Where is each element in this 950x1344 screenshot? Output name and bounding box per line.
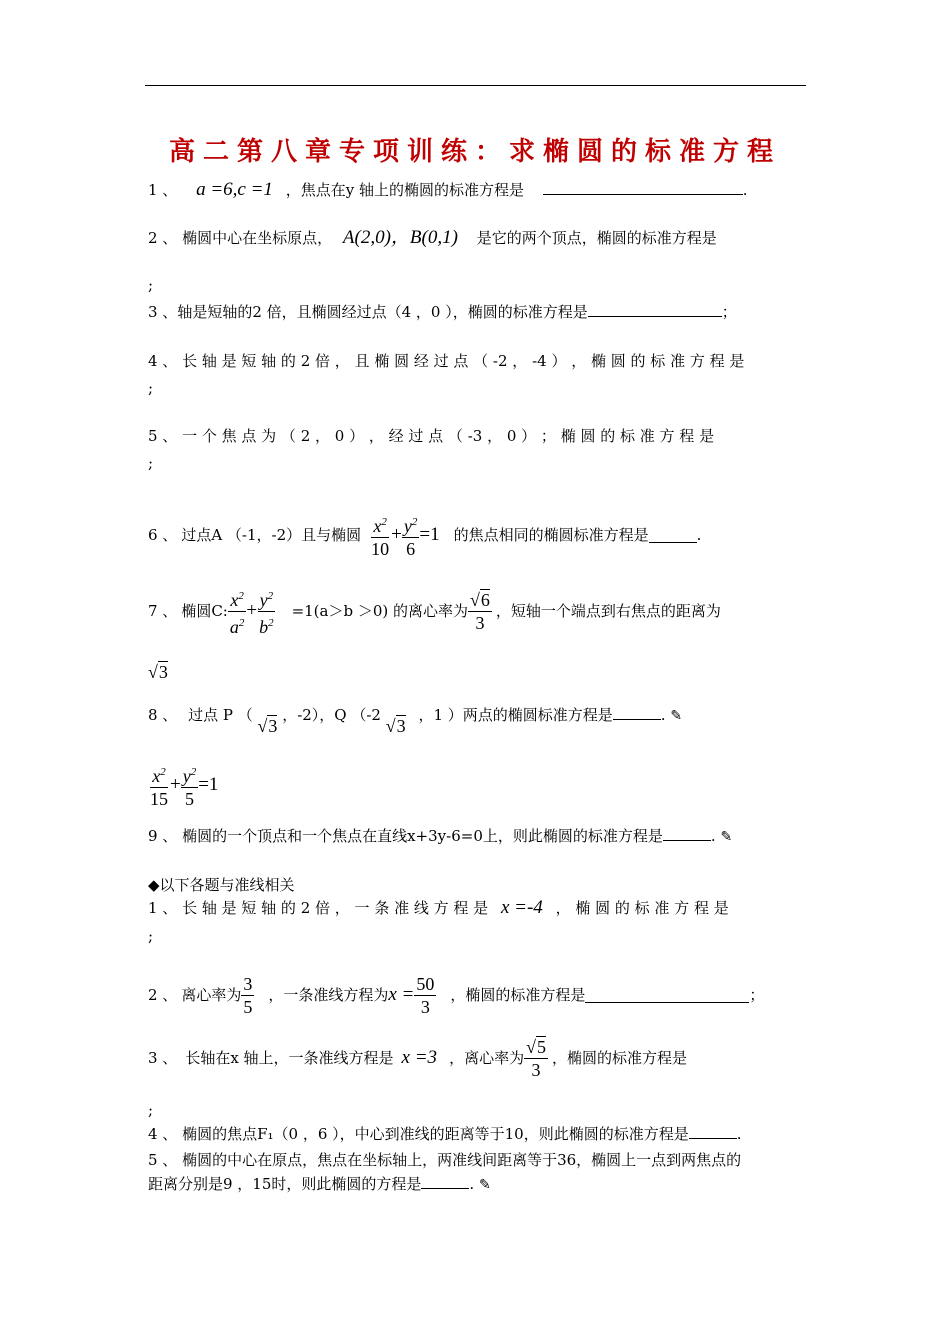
question-5-tail: ;	[148, 454, 154, 472]
question-1: 1 、 a =6,c =1 ，焦点在y 轴上的椭圆的标准方程是 .	[148, 179, 748, 200]
answer-blank[interactable]	[649, 528, 697, 543]
fraction: $\frac{y^2}{5}$	[181, 761, 199, 810]
directrix-question-5-line2: 距离分别是9 ，15时，则此椭圆的方程是 . ✎	[148, 1175, 491, 1193]
fraction: $\frac{√6}{3}$	[470, 589, 490, 633]
fraction: $\frac{x^2}{10}$	[369, 511, 391, 560]
question-2: 2 、 椭圆中心在坐标原点， A(2,0)，B(0,1) 是它的两个顶点，椭圆的标准方程是	[148, 227, 717, 248]
fraction: $\frac{y^2}{6}$	[402, 511, 420, 560]
directrix-question-1-tail: ;	[148, 927, 154, 945]
question-5: 5 、 一 个 焦 点 为 （ 2 ， 0 ） ， 经 过 点 （ -3 ， 0 ） ； 椭 圆 的 标 准 方 程 是	[148, 427, 715, 445]
header-rule	[145, 85, 806, 86]
answer-blank[interactable]	[585, 988, 749, 1003]
question-8: 8 、 过点 P （ √3 ，-2），Q （-2 √3 ，1 ）两点的椭圆标准方程是 . ✎	[148, 706, 683, 736]
directrix-question-3: 3 、 长轴在x 轴上，一条准线方程是 x =3 ，离心率为 $\frac{√5}{3}$ ，椭圆的标准方程是	[148, 1036, 687, 1080]
pen-icon: ✎	[478, 1177, 491, 1193]
answer-blank[interactable]	[421, 1174, 469, 1189]
fraction: $\frac{y^2}{b^2}$	[257, 585, 276, 638]
fraction: $\frac{x^2}{a^2}$	[228, 585, 247, 638]
question-8-answer: $\frac{x^2}{15}$ + $\frac{y^2}{5}$ =1	[148, 760, 808, 810]
directrix-question-2: 2 、 离心率为 $\frac{3}{5}$ ，一条准线方程为 x = $\frac{50}{3}$ ，椭圆的标准方程是 ；	[148, 973, 765, 1017]
fraction: $\frac{3}{5}$	[243, 973, 253, 1017]
directrix-question-3-tail: ;	[148, 1101, 154, 1119]
question-4: 4 、 长 轴 是 短 轴 的 2 倍 ， 且 椭 圆 经 过 点 （ -2 ， -4 ） ， 椭 圆 的 标 准 方 程 是	[148, 352, 745, 370]
question-9: 9 、 椭圆的一个顶点和一个焦点在直线x+3y-6=0上，则此椭圆的标准方程是 . ✎	[148, 827, 733, 845]
directrix-question-1: 1 、 长 轴 是 短 轴 的 2 倍 ， 一 条 准 线 方 程 是 x =-4 ， 椭 圆 的 标 准 方 程 是	[148, 897, 729, 918]
answer-blank[interactable]	[588, 302, 722, 317]
question-3: 3 、轴是短轴的2 倍，且椭圆经过点（4 ，0 ），椭圆的标准方程是 ；	[148, 303, 737, 321]
answer-blank[interactable]	[543, 180, 743, 195]
answer-blank[interactable]	[689, 1124, 737, 1139]
question-6: 6 、 过点A （-1，-2）且与椭圆 $\frac{x^2}{10}$ + $\frac{y^2}{6}$ =1 的焦点相同的椭圆标准方程是 .	[148, 512, 808, 558]
directrix-question-4: 4 、 椭圆的焦点F₁（0 ，6 ），中心到准线的距离等于10，则此椭圆的标准方程是 .	[148, 1125, 742, 1143]
question-2-tail: ;	[148, 276, 154, 294]
question-4-tail: ;	[148, 379, 154, 397]
page-title: 高二第八章专项训练：求椭圆的标准方程	[168, 137, 781, 167]
directrix-question-5: 5 、 椭圆的中心在原点，焦点在坐标轴上，两准线间距离等于36，椭圆上一点到两焦点的	[148, 1151, 742, 1169]
answer-blank[interactable]	[663, 826, 711, 841]
section-heading: ◆以下各题与准线相关	[148, 876, 295, 894]
question-7: 7 、 椭圆C: $\frac{x^2}{a^2}$ + $\frac{y^2}{b^2}$ =1(a＞b ＞0) 的离心率为 $\frac{√6}{3}$ ，短轴一个端点到右焦点的距离为	[148, 586, 808, 636]
pen-icon: ✎	[720, 829, 733, 845]
fraction: $\frac{x^2}{15}$	[148, 761, 170, 810]
question-7-tail: √3	[148, 662, 168, 682]
pen-icon: ✎	[670, 708, 683, 724]
answer-blank[interactable]	[613, 705, 661, 720]
fraction: $\frac{50}{3}$	[416, 973, 435, 1017]
fraction: $\frac{√5}{3}$	[526, 1036, 546, 1080]
